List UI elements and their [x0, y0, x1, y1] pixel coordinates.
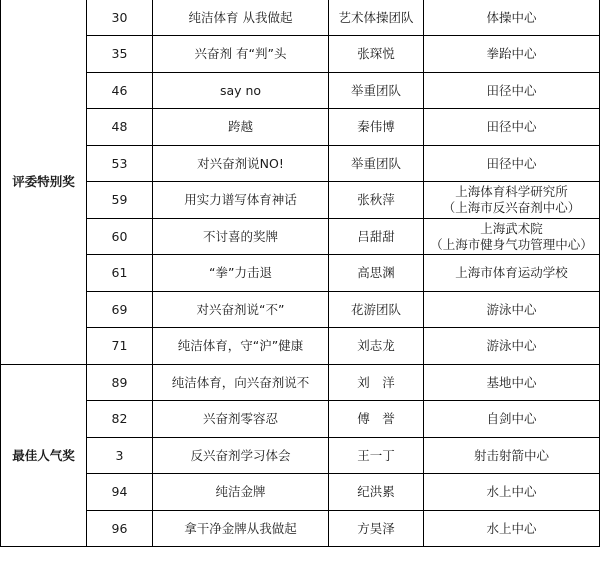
- entry-author-cell: 张秋萍: [329, 182, 424, 219]
- entry-number-cell: 48: [87, 109, 153, 146]
- table-row: [1, 73, 600, 109]
- unit-line: 自剑中心: [486, 411, 537, 426]
- unit-line: 游泳中心: [486, 301, 537, 317]
- entry-title-cell: 不讨喜的奖牌: [153, 219, 329, 255]
- unit-line: 体操中心: [486, 9, 537, 25]
- table-row: [1, 255, 600, 292]
- awards-table-body: [1, 0, 600, 547]
- entry-title-cell: 纯洁体育，守“沪”健康: [153, 328, 329, 365]
- entry-number-cell: 60: [87, 219, 153, 255]
- entry-title-cell: 对兴奋剂说“不”: [153, 292, 329, 328]
- entry-author-cell: 举重团队: [329, 73, 424, 109]
- entry-unit-cell: [424, 292, 600, 328]
- entry-title-cell: “拳”力击退: [153, 255, 329, 292]
- unit-line: 上海市体育运动学校: [455, 265, 568, 280]
- table-row: [1, 438, 600, 474]
- entry-unit-cell: [424, 328, 600, 365]
- table-row: [1, 0, 600, 36]
- table-row: [1, 146, 600, 182]
- unit-line: 田径中心: [486, 155, 537, 171]
- table-row: [1, 182, 600, 219]
- entry-number-cell: 35: [87, 36, 153, 73]
- unit-line: 田径中心: [486, 119, 537, 134]
- table-row: [1, 365, 600, 401]
- table-row: [1, 328, 600, 365]
- entry-author-cell: 傅 誉: [329, 401, 424, 438]
- entry-title-cell: 跨越: [153, 109, 329, 146]
- entry-number-cell: 59: [87, 182, 153, 219]
- table-row: [1, 511, 600, 547]
- entry-number-cell: 30: [87, 0, 153, 36]
- unit-line: 田径中心: [486, 82, 537, 98]
- unit-line: 上海体育科学研究所: [455, 184, 568, 199]
- entry-title-cell: 对兴奋剂说NO!: [153, 146, 329, 182]
- entry-unit-cell: [424, 0, 600, 36]
- entry-author-cell: 艺术体操团队: [329, 0, 424, 36]
- entry-number-cell: 89: [87, 365, 153, 401]
- entry-author-cell: 花游团队: [329, 292, 424, 328]
- entry-unit-cell: [424, 182, 600, 219]
- entry-number-cell: 53: [87, 146, 153, 182]
- entry-unit-cell: [424, 146, 600, 182]
- entry-author-cell: 王一丁: [329, 438, 424, 474]
- unit-line: 游泳中心: [486, 338, 537, 353]
- entry-author-cell: 举重团队: [329, 146, 424, 182]
- entry-unit-cell: [424, 401, 600, 438]
- entry-unit-cell: [424, 511, 600, 547]
- entry-author-cell: 秦伟博: [329, 109, 424, 146]
- entry-unit-cell: [424, 255, 600, 292]
- unit-line: 水上中心: [486, 484, 537, 499]
- unit-line: 射击射箭中心: [473, 447, 549, 463]
- entry-title-cell: say no: [153, 73, 329, 109]
- entry-unit-cell: [424, 109, 600, 146]
- award-category-cell: 最佳人气奖: [1, 365, 87, 547]
- entry-title-cell: 反兴奋剂学习体会: [153, 438, 329, 474]
- unit-line: 水上中心: [486, 520, 537, 536]
- entry-unit-cell: [424, 219, 600, 255]
- entry-number-cell: 46: [87, 73, 153, 109]
- entry-number-cell: 94: [87, 474, 153, 511]
- entry-unit-cell: [424, 36, 600, 73]
- entry-author-cell: 方昊泽: [329, 511, 424, 547]
- entry-title-cell: 纯洁体育 从我做起: [153, 0, 329, 36]
- table-row: [1, 474, 600, 511]
- entry-title-cell: 纯洁体育，向兴奋剂说不: [153, 365, 329, 401]
- table-row: [1, 109, 600, 146]
- entry-number-cell: 61: [87, 255, 153, 292]
- entry-unit-cell: [424, 365, 600, 401]
- entry-author-cell: 吕甜甜: [329, 219, 424, 255]
- table-row: [1, 401, 600, 438]
- entry-unit-cell: [424, 474, 600, 511]
- entry-author-cell: 纪洪累: [329, 474, 424, 511]
- entry-title-cell: 兴奋剂 有“判”头: [153, 36, 329, 73]
- entry-author-cell: 张琛悦: [329, 36, 424, 73]
- entry-unit-cell: [424, 438, 600, 474]
- table-row: [1, 219, 600, 255]
- entry-author-cell: 高思渊: [329, 255, 424, 292]
- entry-title-cell: 用实力谱写体育神话: [153, 182, 329, 219]
- table-row: [1, 36, 600, 73]
- unit-line: 基地中心: [486, 374, 537, 390]
- entry-author-cell: 刘 洋: [329, 365, 424, 401]
- entry-unit-cell: [424, 73, 600, 109]
- entry-number-cell: 69: [87, 292, 153, 328]
- table-row: [1, 292, 600, 328]
- entry-title-cell: 拿干净金牌从我做起: [153, 511, 329, 547]
- unit-line: （上海市健身气功管理中心）: [430, 236, 593, 252]
- unit-line: 上海武术院: [480, 220, 543, 236]
- unit-line: （上海市反兴奋剂中心）: [442, 200, 581, 215]
- award-category-cell: 评委特别奖: [1, 0, 87, 365]
- entry-title-cell: 兴奋剂零容忍: [153, 401, 329, 438]
- unit-line: 拳跆中心: [486, 46, 537, 61]
- entry-number-cell: 82: [87, 401, 153, 438]
- entry-number-cell: 3: [87, 438, 153, 474]
- entry-number-cell: 96: [87, 511, 153, 547]
- entry-number-cell: 71: [87, 328, 153, 365]
- entry-author-cell: 刘志龙: [329, 328, 424, 365]
- entry-title-cell: 纯洁金牌: [153, 474, 329, 511]
